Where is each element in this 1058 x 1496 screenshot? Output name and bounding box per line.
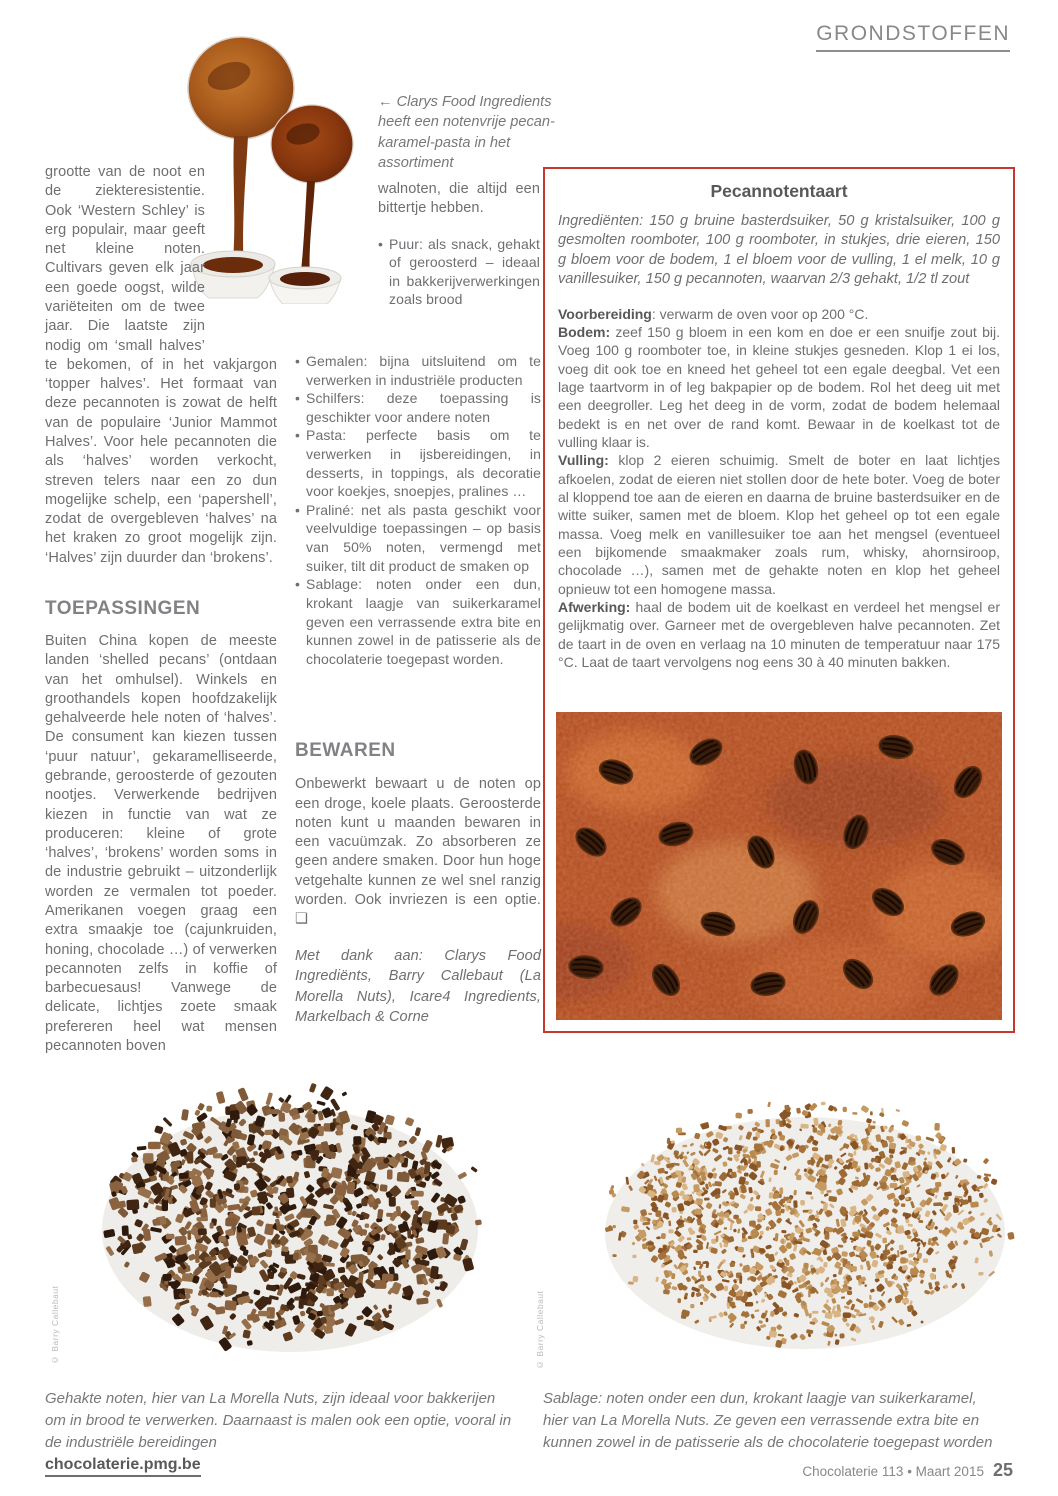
column2-narrow <box>378 180 540 325</box>
intro-paragraph: grootte van de noot en de ziekteresistentie. Ook ‘Western Schley’ is erg populair, maar geeft net kleine noten. Cultivars geven elk jaar een goede oogst, wilde variëteiten om de twee jaar. Die laatste zijn nodig om ‘small halves’ te bekomen, of in het vakjargon ‘topper halves’. Het formaat van deze pecannoten is zowat de helft van de populaire ‘Junior Mammot Halves’. Voor hele pecannoten die als ‘halves’ worden verkocht, streven telers naar een zo dun mogelijke schelp, een ‘papershell’, zodat de overgebleven ‘halves’ na het kraken zo groot mogelijk zijn. ‘Halves’ zijn duurder dan ‘brokens’. <box>45 164 277 566</box>
bullet-item: • Gemalen: bijna uitsluitend om te verwerken in industriële producten <box>295 352 541 389</box>
footer-issue-text: Chocolaterie 113 • Maart 2015 <box>802 1464 984 1479</box>
footer-issue <box>802 1460 1013 1481</box>
footer-page-number: 25 <box>992 1460 1013 1480</box>
recipe-step-vulling: Vulling: klop 2 eieren schuimig. Smelt de boter en laat lichtjes afkoelen, zodat de eieren niet stollen door de hete boter. Voeg de boter al kloppend toe aan de eieren en daarna de bruine basterdsuiker en de witte suiker, samen met de bloem. Klop het geheel op tot een egale massa. Voeg melk en vanillesuiker toe aan het mengsel (eventueel een bijkomende smaakmaker zoals rum, whisky, ahornsiroop, chocolade …), samen met de gehakte noten en klop het geheel opnieuw tot een homogene massa. <box>558 452 1000 597</box>
bullet-item: • Schilfers: deze toepassing is geschikter voor andere noten <box>295 389 541 426</box>
photo-caption <box>378 92 570 174</box>
bullet-item: • Puur: als snack, gehakt of geroosterd – ideaal in bakkerijverwerkingen zoals brood <box>378 235 540 309</box>
image-wrap-spacer <box>205 163 277 347</box>
bullet-item: • Pasta: perfecte basis om te verwerken in ijsbereidingen, in desserts, in toppings, als decoratie voor koekjes, snoepjes, pralines … <box>295 426 541 500</box>
recipe-ingredients: Ingrediënten: 150 g bruine basterdsuiker, 50 g kristalsuiker, 100 g gesmolten roomboter, 100 g roomboter, in stukjes, drie eieren, 150 g bloem voor de bodem, 1 el bloem voor de vulling, 1 el melk, 10 g vanillesuiker, 150 g pecannoten, waarvan 2/3 gehakt, 1/2 tl zout <box>558 213 1000 288</box>
recipe-title: Pecannotentaart <box>710 181 848 201</box>
arrow-left-icon: ← <box>378 94 393 110</box>
photo-caption-text: Clarys Food Ingredients heeft een notenvrije pecan-karamel-pasta in het assortiment <box>378 94 555 172</box>
photo-credit-right: © Barry Callebaut <box>535 1290 545 1370</box>
section-header: GRONDSTOFFEN <box>816 22 1010 52</box>
bullet-item: • Sablage: noten onder een dun, krokant laagje van suikerkaramel geven een verrassende extra bite en kunnen zowel in de patisserie als de chocolaterie toegepast worden. <box>295 575 541 668</box>
thanks-paragraph: Met dank aan: Clarys Food Ingrediënts, Barry Callebaut (La Morella Nuts), Icare4 Ingredients, Markelbach & Corne <box>295 947 541 1026</box>
caption-right: Sablage: noten onder een dun, krokant laagje van suikerkaramel, hier van La Morella Nuts. Ze geven een verrassende extra bite en kunnen zowel in de patisserie als de chocolaterie toegepast worden <box>543 1390 993 1452</box>
column2-bullets <box>295 352 541 668</box>
recipe-step-afwerking: Afwerking: haal de bodem uit de koelkast en verdeel het mengsel er gelijkmatig over. Garneer met de overgebleven halve pecannoten. Zet de taart in de oven en verlaag na 10 minuten de temperatuur naar 175 °C. Laat de taart vervolgens nog eens 30 à 40 minuten bakken. <box>558 598 1000 670</box>
bullet-item: • Praliné: net als pasta geschikt voor veelvuldige toepassingen – op basis van 50% noten, vermengd met suiker, tilt dit product de smaken op <box>295 501 541 575</box>
uses-heading: TOEPASSINGEN <box>45 598 201 619</box>
caption-left: Gehakte noten, hier van La Morella Nuts, zijn ideaal voor bakkerijen om in brood te verwerken. Daarnaast is malen ook een optie, vooral in de industriële bereidingen <box>45 1390 512 1452</box>
column1-uses-section <box>45 598 277 1056</box>
column2-storage-section <box>295 738 541 1028</box>
storage-heading: BEWAREN <box>295 740 396 761</box>
storage-paragraph: Onbewerkt bewaart u de noten op een droge, koele plaats. Geroosterde noten kunt u maanden bewaren in een vacuümzak. Zo absorberen ze geen andere smaken. Door hun hoge vetgehalte kunnen ze wel snel ranzig worden. Ook invriezen is een optie. ❑ <box>295 776 541 928</box>
recipe-card <box>543 167 1015 1033</box>
photo-credit-left: © Barry Callebaut <box>50 1285 60 1365</box>
recipe-step-voorbereiding: Voorbereiding: verwarm de oven voor op 200 °C. <box>558 305 869 322</box>
caramelized-nuts-photo <box>593 1083 1017 1361</box>
footer-site-link[interactable]: chocolaterie.pmg.be <box>45 1456 201 1477</box>
chopped-nuts-photo <box>88 1060 492 1360</box>
column1-intro <box>45 163 277 568</box>
pecan-pie-photo <box>556 712 1002 1020</box>
uses-paragraph: Buiten China kopen de meeste landen ‘shelled pecans’ (ontdaan van het omhulsel). Winkels en groothandels kopen hoofdzakelijk gehalveerde hele noten of ‘halves’. De consument kan kiezen tussen ‘puur natuur’, gekaramelliseerde, gebrande, geroosterde of gezouten nootjes. Verwerkende bedrijven kiezen in functie van wat ze produceren: kleine of grote ‘halves’, ‘brokens’ worden soms in de industrie gebruikt – uitzonderlijk worden ze vermalen tot poeder. Amerikanen voegen graag een extra smaakje toe (cajunkruiden, honing, chocolade …) of verwerken pecannoten zelfs in koffie of barbecuesaus! Vanwege de delicate, lichtjes zoete smaak prefereren heel wat mensen pecannoten boven <box>45 633 277 1054</box>
lead-paragraph: walnoten, die altijd een bittertje hebben. <box>378 181 540 217</box>
recipe-step-bodem: Bodem: zeef 150 g bloem in een kom en doe er een snuifje zout bij. Voeg 100 g roomboter toe, in kleine stukjes gesneden. Klop 1 ei los, voeg dit ook toe en kneed het geheel tot een egale deegbal. Vet een lage taartvorm in of leg bakpapier op de bodem. Rol het deeg uit met een deegroller. Leg het deeg in de vorm, zodat de bodem helemaal bedekt is en net over de rand komt. Bewaar in de koelkast tot de vulling klaar is. <box>558 323 1000 450</box>
